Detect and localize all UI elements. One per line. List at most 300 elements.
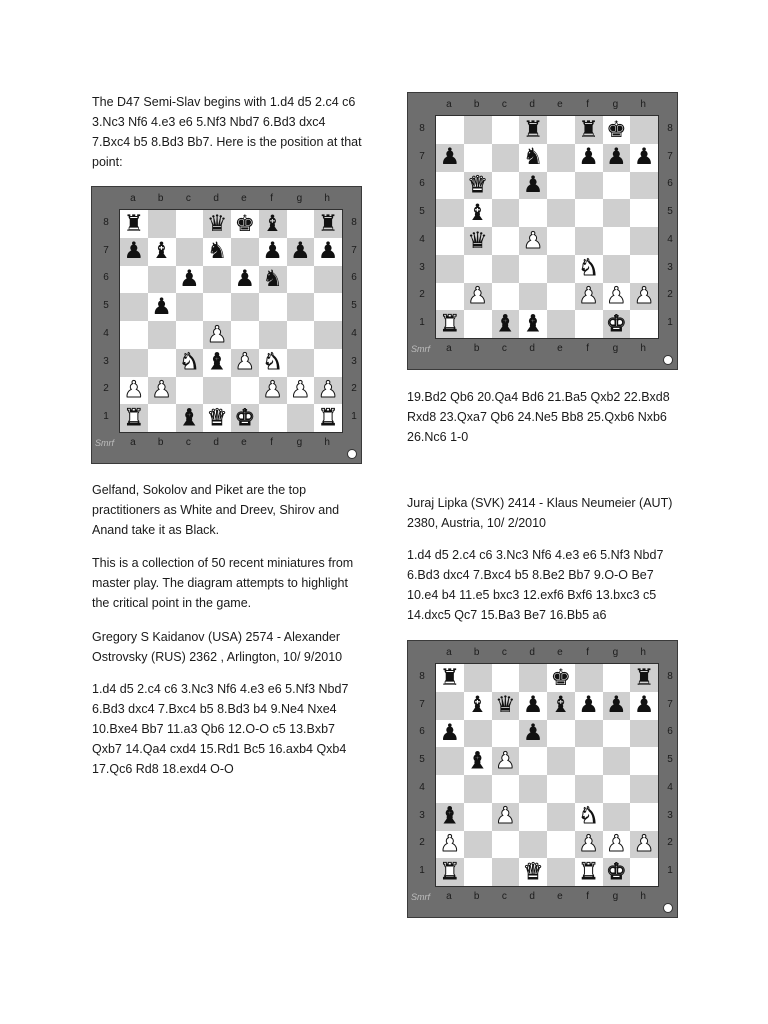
square-b7 xyxy=(464,692,492,720)
square-c6 xyxy=(492,720,520,748)
white-pawn-icon: ♟ xyxy=(234,349,256,376)
chess-diagram-3 xyxy=(407,640,678,918)
square-b8 xyxy=(464,116,492,144)
rank-label-1-left: 1 xyxy=(419,317,425,329)
white-pawn-icon: ♟ xyxy=(151,377,172,403)
file-label-d-top: d xyxy=(529,647,535,658)
black-bishop-icon: ♝ xyxy=(467,692,488,719)
square-e7 xyxy=(231,238,259,266)
rank-label-8-left: 8 xyxy=(419,670,425,682)
rank-label-3-right: 3 xyxy=(667,261,673,273)
square-a7 xyxy=(120,238,148,266)
square-e5 xyxy=(547,199,575,227)
square-g4 xyxy=(287,321,315,349)
white-pawn-icon: ♟ xyxy=(262,377,283,403)
rank-label-2-left: 2 xyxy=(419,837,425,849)
file-label-a-top: a xyxy=(130,193,136,204)
file-label-b-bottom: b xyxy=(473,343,480,354)
rank-label-6-left: 6 xyxy=(419,178,425,190)
square-c8 xyxy=(176,210,204,238)
rank-label-7-right: 7 xyxy=(351,244,357,256)
white-pawn-icon: ♟ xyxy=(578,831,599,857)
square-a1 xyxy=(436,858,464,886)
square-h6 xyxy=(630,720,658,748)
square-f8 xyxy=(575,664,603,692)
square-h2 xyxy=(630,283,658,311)
square-b3 xyxy=(148,349,176,377)
square-d5 xyxy=(203,293,231,321)
chess-diagram-2 xyxy=(407,92,678,370)
white-pawn-icon: ♟ xyxy=(123,377,145,403)
file-label-d-top: d xyxy=(213,193,219,204)
rank-label-3-left: 3 xyxy=(419,261,425,273)
square-f5 xyxy=(575,747,603,775)
square-e3 xyxy=(547,803,575,831)
rank-label-1-left: 1 xyxy=(103,411,109,423)
square-f1 xyxy=(575,858,603,886)
square-b6 xyxy=(464,720,492,748)
black-rook-icon: ♜ xyxy=(123,210,145,237)
file-label-h-top: h xyxy=(640,647,646,658)
square-f5 xyxy=(259,293,287,321)
square-f2 xyxy=(575,283,603,311)
file-label-h-bottom: h xyxy=(640,343,646,354)
file-label-h-top: h xyxy=(324,193,330,204)
square-c1 xyxy=(176,404,204,432)
file-label-h-top: h xyxy=(640,99,646,110)
square-b2 xyxy=(148,377,176,405)
square-g2 xyxy=(603,831,631,859)
file-label-e-top: e xyxy=(557,647,563,658)
square-g7 xyxy=(603,692,631,720)
rank-label-8-left: 8 xyxy=(103,216,109,228)
rank-label-2-right: 2 xyxy=(351,383,357,395)
black-knight-icon: ♞ xyxy=(262,266,283,292)
square-f3 xyxy=(575,255,603,283)
rank-label-6-right: 6 xyxy=(667,726,673,738)
square-d8 xyxy=(519,664,547,692)
file-label-b-top: b xyxy=(473,647,480,658)
white-queen-icon: ♛ xyxy=(467,172,488,198)
square-h5 xyxy=(630,747,658,775)
file-label-e-top: e xyxy=(557,99,563,110)
rank-label-6-left: 6 xyxy=(103,272,109,284)
file-label-a-bottom: a xyxy=(130,437,136,448)
square-g6 xyxy=(287,266,315,294)
white-bishop-icon: ♝ xyxy=(467,747,488,774)
square-d3 xyxy=(519,255,547,283)
square-a8 xyxy=(436,116,464,144)
square-d7 xyxy=(519,144,547,172)
square-a2 xyxy=(436,283,464,311)
square-a6 xyxy=(120,266,148,294)
square-e6 xyxy=(547,172,575,200)
rank-label-5-right: 5 xyxy=(667,754,673,766)
rank-label-4-right: 4 xyxy=(351,327,357,339)
file-label-h-bottom: h xyxy=(324,437,330,448)
game1-continuation: 19.Bd2 Qb6 20.Qa4 Bd6 21.Ba5 Qxb2 22.Bxd8 Rxd8 23.Qxa7 Qb6 24.Ne5 Bb8 25.Qxb6 Nxb6 26.Nc6 1-0 xyxy=(407,390,670,444)
square-f4 xyxy=(575,227,603,255)
square-g8 xyxy=(287,210,315,238)
file-label-e-bottom: e xyxy=(557,891,563,902)
rank-label-7-right: 7 xyxy=(667,698,673,710)
square-f1 xyxy=(259,404,287,432)
rank-label-7-right: 7 xyxy=(667,150,673,162)
black-pawn-icon: ♟ xyxy=(439,720,461,746)
square-e1 xyxy=(547,310,575,338)
square-e7 xyxy=(547,692,575,720)
square-a7 xyxy=(436,144,464,172)
square-h3 xyxy=(314,349,342,377)
square-e8 xyxy=(231,210,259,238)
square-c7 xyxy=(492,144,520,172)
black-rook-icon: ♜ xyxy=(439,664,461,691)
file-label-f-top: f xyxy=(586,647,590,658)
square-a4 xyxy=(120,321,148,349)
square-d2 xyxy=(519,283,547,311)
rank-label-1-right: 1 xyxy=(351,411,357,423)
square-e4 xyxy=(547,227,575,255)
black-pawn-icon: ♟ xyxy=(633,144,655,171)
black-pawn-icon: ♟ xyxy=(234,266,256,292)
black-pawn-icon: ♟ xyxy=(606,144,627,171)
white-king-icon: ♚ xyxy=(606,310,627,337)
square-b1 xyxy=(464,310,492,338)
game1-moves: 1.d4 d5 2.c4 c6 3.Nc3 Nf6 4.e3 e6 5.Nf3 Nbd7 6.Bd3 dxc4 7.Bxc4 b5 8.Bd3 b4 9.Ne4 Nxe4 10.Bxe4 Bb7 11.a3 Qb6 12.O-O c5 13.Bxb7 Qxb7 14.Qa4 cxd4 15.Rd1 Bc5 16.axb4 Qxb4 17.Qc6 Rd8 18.exd4 O-O xyxy=(92,682,349,776)
square-e4 xyxy=(547,775,575,803)
square-a3 xyxy=(436,803,464,831)
square-f1 xyxy=(575,310,603,338)
white-pawn-icon: ♟ xyxy=(206,321,228,348)
white-pawn-icon: ♟ xyxy=(606,831,627,857)
white-rook-icon: ♜ xyxy=(439,858,461,885)
square-c4 xyxy=(492,227,520,255)
rank-label-5-right: 5 xyxy=(351,300,357,312)
square-e2 xyxy=(547,283,575,311)
square-f7 xyxy=(259,238,287,266)
black-pawn-icon: ♟ xyxy=(179,266,200,292)
square-a8 xyxy=(436,664,464,692)
intro-paragraph: The D47 Semi-Slav begins with 1.d4 d5 2.c4 c6 3.Nc3 Nf6 4.e3 e6 5.Nf3 Nbd7 6.Bd3 dxc4 7.Bxc4 b5 8.Bd3 Bb7. Here is the position at that point: xyxy=(92,95,362,169)
black-knight-icon: ♞ xyxy=(522,144,544,171)
square-h1 xyxy=(630,858,658,886)
square-a7 xyxy=(436,692,464,720)
board-grid xyxy=(435,115,659,339)
square-g5 xyxy=(603,199,631,227)
square-b4 xyxy=(464,775,492,803)
square-d6 xyxy=(519,172,547,200)
file-label-a-top: a xyxy=(446,99,452,110)
square-f5 xyxy=(575,199,603,227)
rank-label-4-left: 4 xyxy=(103,327,109,339)
square-c8 xyxy=(492,664,520,692)
rank-label-8-right: 8 xyxy=(667,670,673,682)
collection-paragraph: This is a collection of 50 recent miniatures from master play. The diagram attempts to highlight the critical point in the game. xyxy=(92,556,354,610)
file-label-a-bottom: a xyxy=(446,343,452,354)
board-grid xyxy=(435,663,659,887)
square-c5 xyxy=(492,747,520,775)
black-pawn-icon: ♟ xyxy=(522,720,544,746)
game2-moves: 1.d4 d5 2.c4 c6 3.Nc3 Nf6 4.e3 e6 5.Nf3 Nbd7 6.Bd3 dxc4 7.Bxc4 b5 8.Be2 Bb7 9.O-O Be7 10.e4 b4 11.e5 bxc3 12.exf6 Bxf6 13.bxc3 c5 14.dxc5 Qc7 15.Ba3 Be7 16.Bb5 a6 xyxy=(407,548,664,622)
file-label-e-bottom: e xyxy=(557,343,563,354)
file-label-g-bottom: g xyxy=(612,343,619,354)
rank-label-7-left: 7 xyxy=(419,150,425,162)
square-a1 xyxy=(120,404,148,432)
board-watermark: Smrf xyxy=(411,344,430,354)
file-label-d-bottom: d xyxy=(529,891,535,902)
square-b3 xyxy=(464,803,492,831)
rank-label-1-left: 1 xyxy=(419,865,425,877)
square-f8 xyxy=(259,210,287,238)
square-g7 xyxy=(603,144,631,172)
square-g6 xyxy=(603,172,631,200)
rank-label-1-right: 1 xyxy=(667,865,673,877)
square-e1 xyxy=(547,858,575,886)
rank-label-8-right: 8 xyxy=(667,122,673,134)
black-pawn-icon: ♟ xyxy=(151,293,172,320)
square-f2 xyxy=(575,831,603,859)
file-label-g-bottom: g xyxy=(612,891,619,902)
white-rook-icon: ♜ xyxy=(317,404,339,431)
rank-label-5-right: 5 xyxy=(667,206,673,218)
rank-label-2-right: 2 xyxy=(667,289,673,301)
square-g2 xyxy=(287,377,315,405)
white-bishop-icon: ♝ xyxy=(495,310,516,337)
black-bishop-icon: ♝ xyxy=(467,199,488,226)
square-c5 xyxy=(176,293,204,321)
square-c5 xyxy=(492,199,520,227)
square-d7 xyxy=(203,238,231,266)
rank-label-4-right: 4 xyxy=(667,781,673,793)
square-a5 xyxy=(436,199,464,227)
rank-label-4-right: 4 xyxy=(667,233,673,245)
square-e3 xyxy=(231,349,259,377)
square-a8 xyxy=(120,210,148,238)
square-c2 xyxy=(492,831,520,859)
square-d1 xyxy=(519,858,547,886)
square-g8 xyxy=(603,664,631,692)
black-bishop-icon: ♝ xyxy=(550,692,572,719)
square-e7 xyxy=(547,144,575,172)
black-bishop-icon: ♝ xyxy=(262,210,283,237)
black-pawn-icon: ♟ xyxy=(262,238,283,265)
square-h2 xyxy=(630,831,658,859)
square-c6 xyxy=(176,266,204,294)
square-f8 xyxy=(575,116,603,144)
chess-diagram-1 xyxy=(91,186,362,464)
square-g1 xyxy=(603,858,631,886)
square-d5 xyxy=(519,199,547,227)
white-pawn-icon: ♟ xyxy=(317,377,339,403)
rank-label-7-left: 7 xyxy=(103,244,109,256)
rank-label-3-left: 3 xyxy=(419,809,425,821)
square-g5 xyxy=(603,747,631,775)
square-h3 xyxy=(630,255,658,283)
side-to-move-indicator xyxy=(347,449,357,459)
side-to-move-indicator xyxy=(663,903,673,913)
rank-label-4-left: 4 xyxy=(419,781,425,793)
square-b6 xyxy=(148,266,176,294)
black-king-icon: ♚ xyxy=(550,664,572,691)
black-king-icon: ♚ xyxy=(606,116,627,143)
file-label-b-bottom: b xyxy=(473,891,480,902)
square-a5 xyxy=(120,293,148,321)
square-h6 xyxy=(630,172,658,200)
file-label-f-bottom: f xyxy=(270,437,274,448)
square-g3 xyxy=(287,349,315,377)
file-label-e-bottom: e xyxy=(241,437,247,448)
white-pawn-icon: ♟ xyxy=(467,283,488,309)
square-c7 xyxy=(492,692,520,720)
black-pawn-icon: ♟ xyxy=(578,144,599,171)
file-label-c-top: c xyxy=(185,193,191,204)
black-pawn-icon: ♟ xyxy=(522,692,544,719)
square-c3 xyxy=(492,255,520,283)
black-rook-icon: ♜ xyxy=(317,210,339,237)
white-knight-icon: ♞ xyxy=(578,255,599,282)
black-queen-icon: ♛ xyxy=(467,227,488,254)
square-g3 xyxy=(603,803,631,831)
square-a3 xyxy=(120,349,148,377)
square-h1 xyxy=(630,310,658,338)
square-b5 xyxy=(148,293,176,321)
white-pawn-icon: ♟ xyxy=(633,283,655,309)
file-label-a-bottom: a xyxy=(446,891,452,902)
square-g1 xyxy=(287,404,315,432)
square-h3 xyxy=(630,803,658,831)
rank-label-2-left: 2 xyxy=(419,289,425,301)
square-c1 xyxy=(492,858,520,886)
white-bishop-icon: ♝ xyxy=(439,803,461,830)
rank-label-5-left: 5 xyxy=(419,754,425,766)
square-g2 xyxy=(603,283,631,311)
square-b5 xyxy=(464,199,492,227)
file-label-d-bottom: d xyxy=(529,343,535,354)
square-g1 xyxy=(603,310,631,338)
black-pawn-icon: ♟ xyxy=(578,692,599,719)
square-h5 xyxy=(630,199,658,227)
file-label-f-bottom: f xyxy=(586,343,590,354)
rank-label-6-left: 6 xyxy=(419,726,425,738)
square-f7 xyxy=(575,692,603,720)
square-g6 xyxy=(603,720,631,748)
square-f4 xyxy=(575,775,603,803)
square-c3 xyxy=(176,349,204,377)
rank-label-3-right: 3 xyxy=(667,809,673,821)
square-b8 xyxy=(148,210,176,238)
file-label-f-top: f xyxy=(270,193,274,204)
square-h4 xyxy=(314,321,342,349)
square-b4 xyxy=(148,321,176,349)
white-pawn-icon: ♟ xyxy=(606,283,627,309)
file-label-c-bottom: c xyxy=(185,437,191,448)
rank-label-5-left: 5 xyxy=(419,206,425,218)
file-label-g-top: g xyxy=(296,193,303,204)
file-label-g-top: g xyxy=(612,99,619,110)
rank-label-7-left: 7 xyxy=(419,698,425,710)
square-e5 xyxy=(547,747,575,775)
file-label-d-bottom: d xyxy=(213,437,219,448)
square-g7 xyxy=(287,238,315,266)
square-e2 xyxy=(231,377,259,405)
white-knight-icon: ♞ xyxy=(179,349,200,376)
square-h4 xyxy=(630,227,658,255)
game1-header: Gregory S Kaidanov (USA) 2574 - Alexander Ostrovsky (RUS) 2362 , Arlington, 10/ 9/2010 xyxy=(92,630,343,664)
square-h7 xyxy=(630,692,658,720)
square-a2 xyxy=(120,377,148,405)
file-label-c-top: c xyxy=(501,99,507,110)
white-pawn-icon: ♟ xyxy=(495,803,516,830)
white-pawn-icon: ♟ xyxy=(578,283,599,309)
white-pawn-icon: ♟ xyxy=(495,747,516,774)
white-bishop-icon: ♝ xyxy=(206,349,228,376)
square-b7 xyxy=(464,144,492,172)
square-h8 xyxy=(630,664,658,692)
black-bishop-icon: ♝ xyxy=(151,238,172,265)
square-d2 xyxy=(519,831,547,859)
square-a6 xyxy=(436,720,464,748)
square-e6 xyxy=(231,266,259,294)
square-d8 xyxy=(203,210,231,238)
square-d6 xyxy=(203,266,231,294)
square-a5 xyxy=(436,747,464,775)
square-h2 xyxy=(314,377,342,405)
white-knight-icon: ♞ xyxy=(262,349,283,376)
square-c7 xyxy=(176,238,204,266)
square-a6 xyxy=(436,172,464,200)
white-rook-icon: ♜ xyxy=(439,310,461,337)
rank-label-5-left: 5 xyxy=(103,300,109,312)
black-pawn-icon: ♟ xyxy=(290,238,311,265)
white-pawn-icon: ♟ xyxy=(633,831,655,857)
square-c4 xyxy=(176,321,204,349)
square-e1 xyxy=(231,404,259,432)
square-d4 xyxy=(519,227,547,255)
board-grid xyxy=(119,209,343,433)
square-e8 xyxy=(547,664,575,692)
file-label-b-top: b xyxy=(157,193,164,204)
square-e3 xyxy=(547,255,575,283)
rank-label-1-right: 1 xyxy=(667,317,673,329)
file-label-a-top: a xyxy=(446,647,452,658)
file-label-e-top: e xyxy=(241,193,247,204)
square-d1 xyxy=(519,310,547,338)
file-label-f-top: f xyxy=(586,99,590,110)
white-pawn-icon: ♟ xyxy=(522,227,544,254)
square-a2 xyxy=(436,831,464,859)
square-e2 xyxy=(547,831,575,859)
rank-label-8-right: 8 xyxy=(351,216,357,228)
square-f6 xyxy=(575,172,603,200)
square-e5 xyxy=(231,293,259,321)
square-b3 xyxy=(464,255,492,283)
black-pawn-icon: ♟ xyxy=(439,144,461,171)
square-h8 xyxy=(314,210,342,238)
square-b6 xyxy=(464,172,492,200)
white-rook-icon: ♜ xyxy=(123,404,145,431)
white-knight-icon: ♞ xyxy=(578,803,599,830)
square-h4 xyxy=(630,775,658,803)
white-king-icon: ♚ xyxy=(606,858,627,885)
square-h1 xyxy=(314,404,342,432)
square-d8 xyxy=(519,116,547,144)
black-king-icon: ♚ xyxy=(234,210,256,237)
square-h7 xyxy=(630,144,658,172)
square-d1 xyxy=(203,404,231,432)
square-c1 xyxy=(492,310,520,338)
file-label-c-bottom: c xyxy=(501,891,507,902)
square-f3 xyxy=(259,349,287,377)
